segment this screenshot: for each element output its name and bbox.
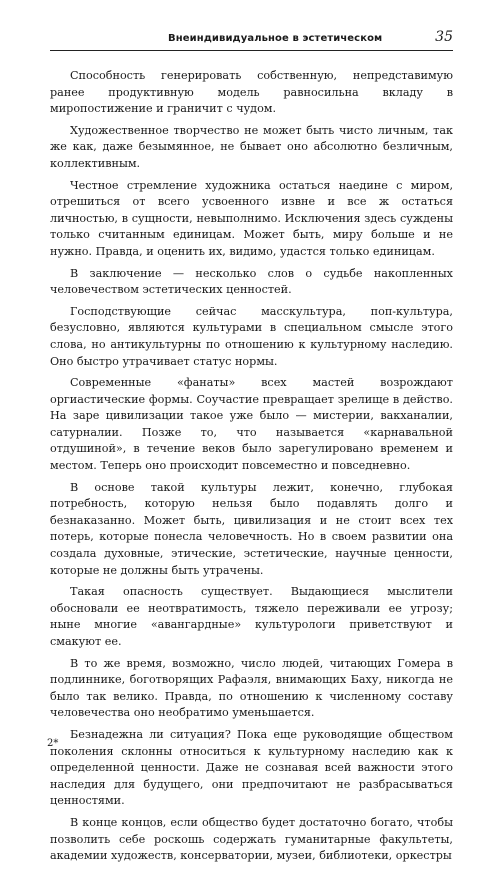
paragraph: В конце концов, если общество будет достаточно богато, чтобы позволить себе роскошь содержать гуманитарные факультеты, академии художеств, консерватории, музеи, библиотеки, оркестры <box>50 815 453 863</box>
page-number: 35 <box>435 29 453 45</box>
paragraph: В заключение — несколько слов о судьбе накопленных человечеством эстетических ценностей. <box>50 266 453 297</box>
running-head <box>50 28 453 51</box>
body-text <box>50 68 453 870</box>
paragraph: Современные «фанаты» всех мастей возрождают оргиастические формы. Соучастие превращает зрелище в действо. На заре цивилизации такое уже было — мистерии, вакханалии, сатурналии. Позже то, что называется «карнавальной отдушиной», в течение веков было зарегулировано временем и местом. Теперь оно происходит повсеместно и повседневно. <box>50 376 453 473</box>
paragraph: Художественное творчество не может быть чисто личным, так же как, даже безымянное, не бывает оно абсолютно безличным, коллективным. <box>50 123 453 170</box>
paragraph: Способность генерировать собственную, непредставимую ранее продуктивную модель равносильна вкладу в миропостижение и граничит с чудом. <box>50 69 453 116</box>
paragraph: Господствующие сейчас масскультура, поп-культура, безусловно, являются культурами в специальном смысле этого слова, но антикультурны по отношению к культурному наследию. Оно быстро утрачивает статус нормы. <box>50 304 453 368</box>
paragraph: Безнадежна ли ситуация? Пока еще руководящие обществом поколения склонны относиться к культурному наследию как к определенной ценности. Даже не сознавая всей важности этого наследия для будущего, они предпочитают не разбрасываться ценностями. <box>50 727 453 808</box>
paragraph: В основе такой культуры лежит, конечно, глубокая потребность, которую нельзя было подавлять долго и безнаказанно. Может быть, цивилизация и не стоит всех тех потерь, которые понесла человечность. Но в своем развитии она создала духовные, этические, эстетические, научные ценности, которые не должны быть утрачены. <box>50 480 453 577</box>
paragraph: Честное стремление художника остаться наедине с миром, отрешиться от всего усвоенного извне и все ж остаться личностью, в сущности, невыполнимо. Исключения здесь суждены только считанным единицам. Может быть, миру больше и не нужно. Правда, и оценить их, видимо, удастся только единицам. <box>50 178 453 258</box>
paragraph: В то же время, возможно, число людей, читающих Гомера в подлиннике, боготворящих Рафаэля, внимающих Баху, никогда не было так велико. Правда, по отношению к численному составу человечества оно необратимо уменьшается. <box>50 656 453 720</box>
signature-mark: 2* <box>47 738 59 749</box>
paragraph: Такая опасность существует. Выдающиеся мыслители обосновали ее неотвратимость, тяжело переживали ее угрозу; ныне многие «авангардные» культурологи приветствуют и смакуют ее. <box>50 585 453 648</box>
running-head-title: Внеиндивидуальное в эстетическом <box>168 33 383 44</box>
